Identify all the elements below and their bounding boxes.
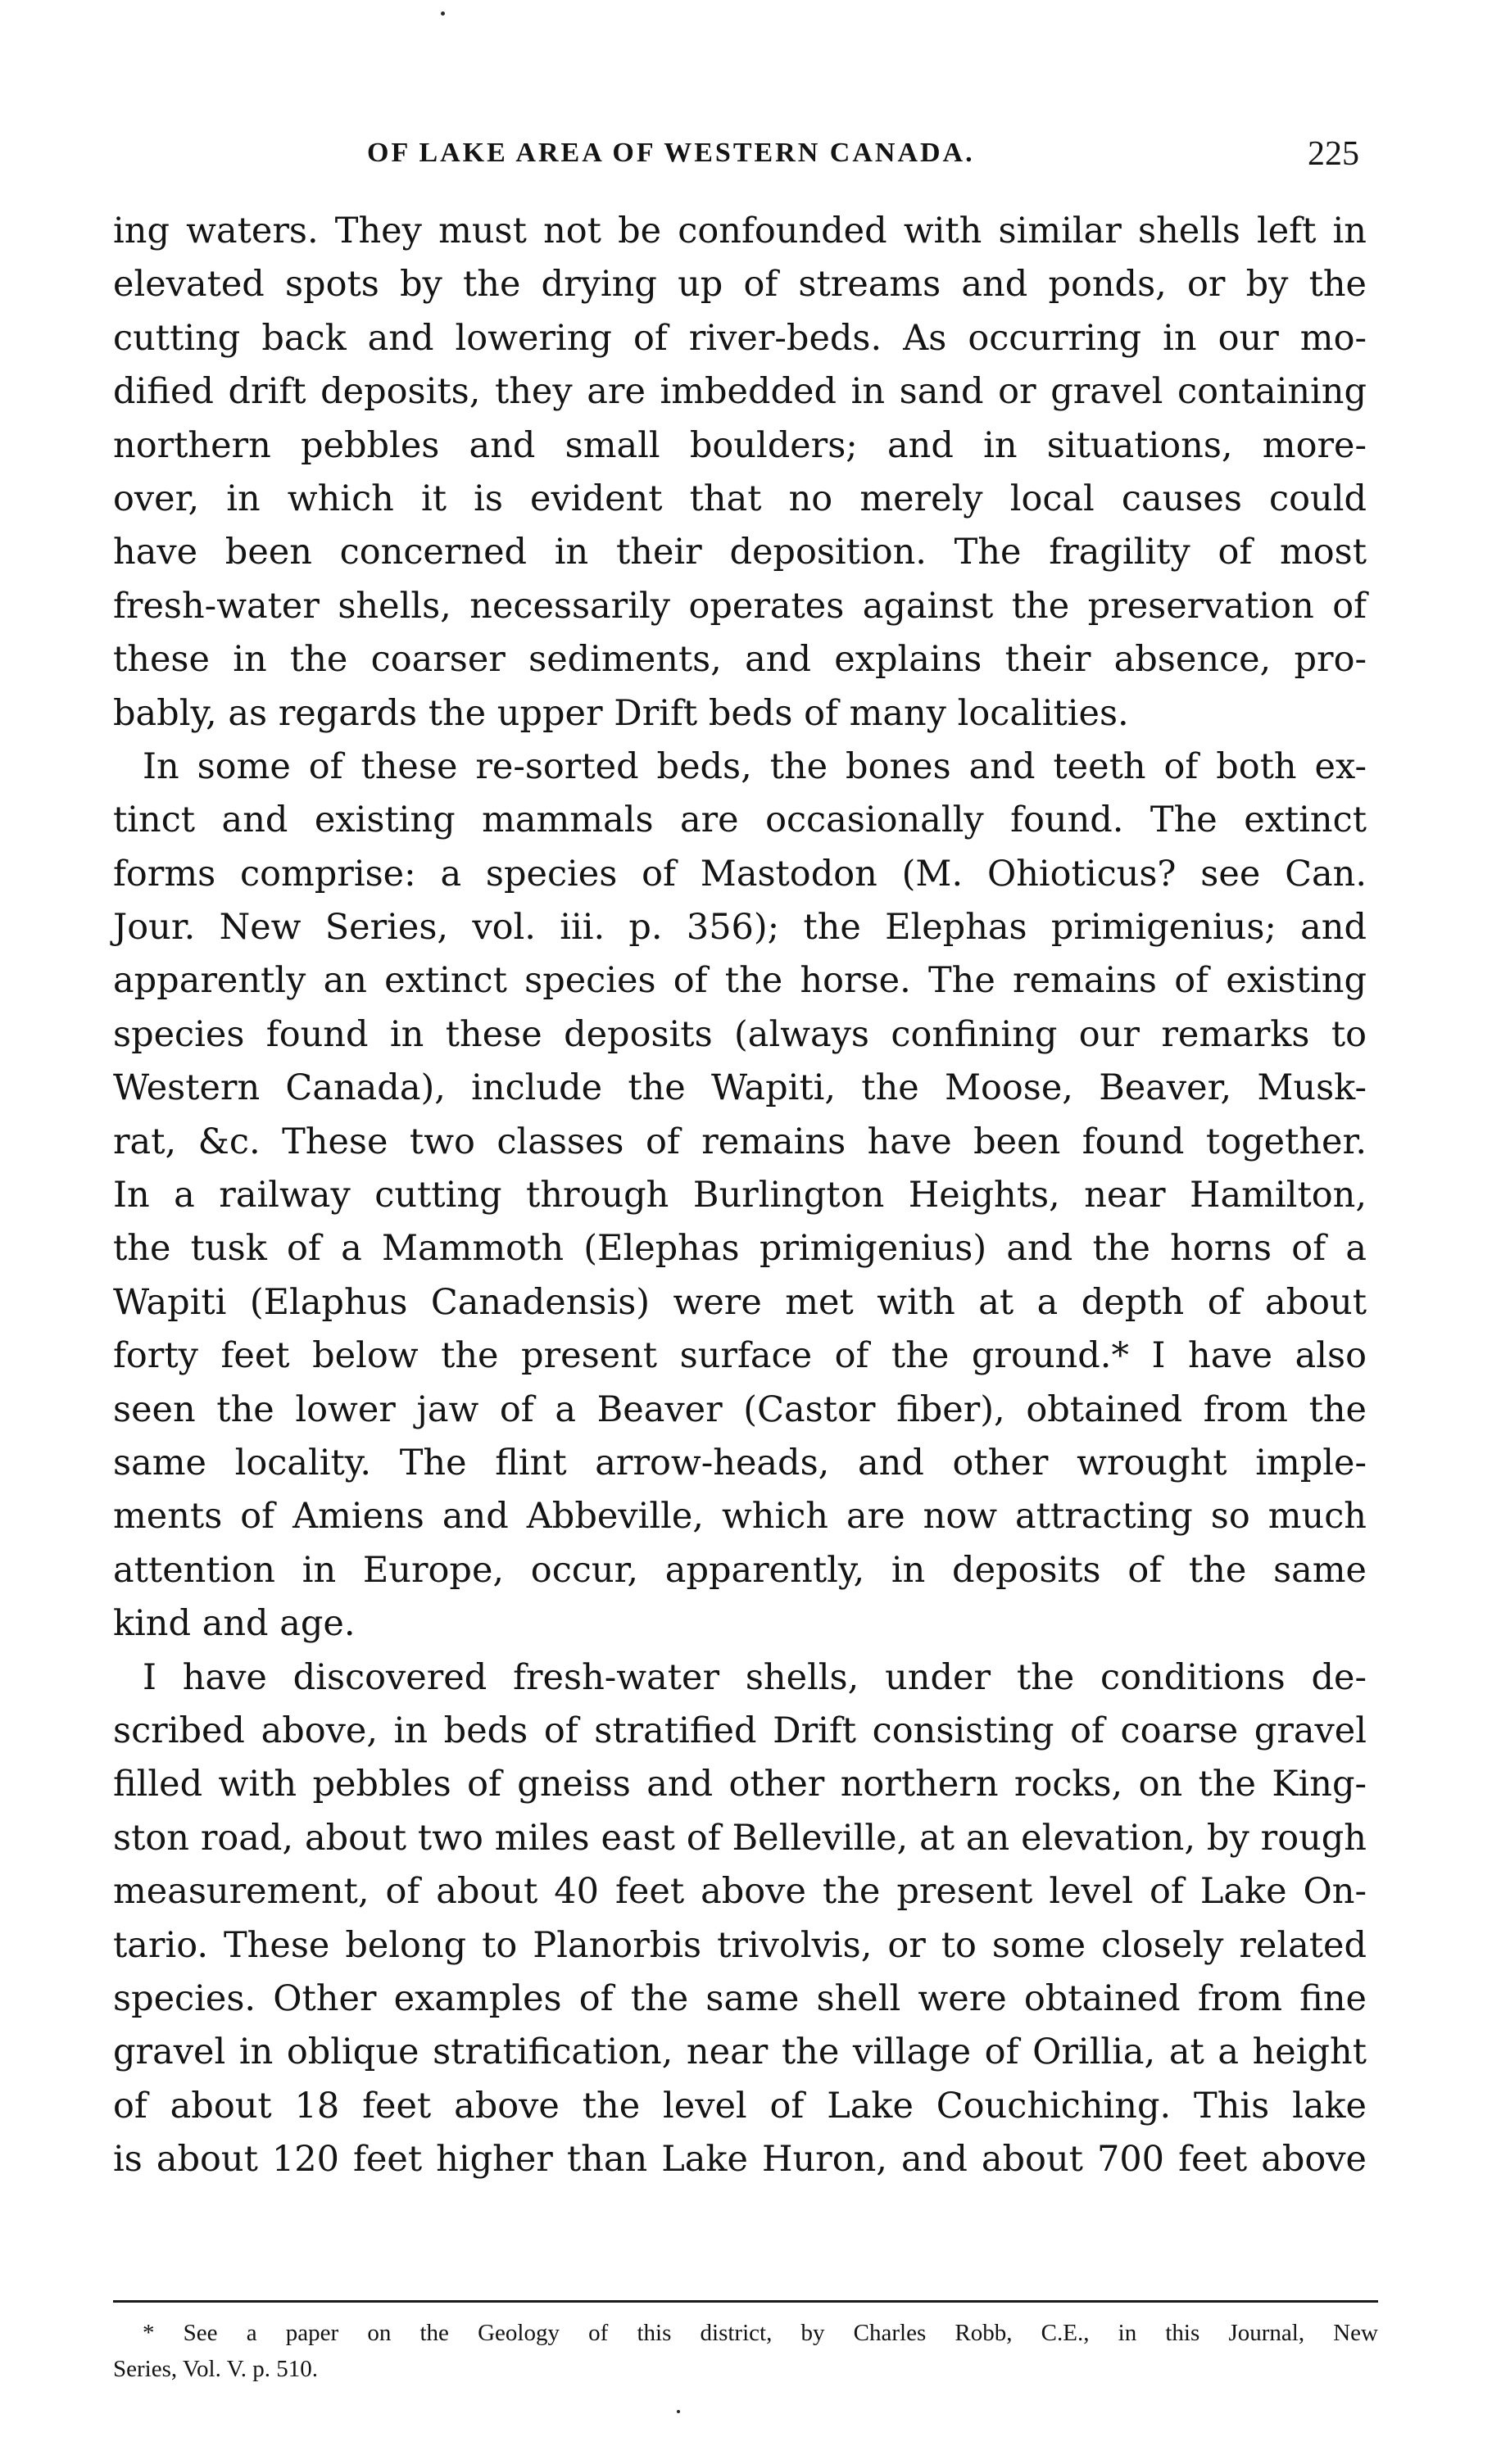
text-line: species. Other examples of the same shell were obtained from fine <box>113 1977 1367 2019</box>
text-line: In some of these re-sorted beds, the bones and teeth of both ex- <box>143 745 1367 787</box>
ink-speck <box>677 2410 680 2413</box>
text-line: have been concerned in their deposition. The fragility of most <box>113 532 1367 573</box>
ink-speck <box>441 11 445 16</box>
text-line: In a railway cutting through Burlington Heights, near Hamilton, <box>113 1175 1367 1216</box>
text-line: tario. These belong to Planorbis trivolvis, or to some closely related <box>113 1924 1367 1966</box>
text-line: I have discovered fresh-water shells, under the conditions de- <box>143 1656 1367 1698</box>
text-line: tinct and existing mammals are occasionally found. The extinct <box>113 799 1367 841</box>
text-line: filled with pebbles of gneiss and other northern rocks, on the King- <box>113 1764 1367 1805</box>
text-line: seen the lower jaw of a Beaver (Castor fiber), obtained from the <box>113 1388 1367 1430</box>
text-line: of about 18 feet above the level of Lake Couchiching. This lake <box>113 2085 1367 2127</box>
text-line: species found in these deposits (always confining our remarks to <box>113 1013 1367 1055</box>
text-line: scribed above, in beds of stratified Drift consisting of coarse gravel <box>113 1710 1367 1751</box>
text-line: these in the coarser sediments, and explains their absence, pro- <box>113 639 1367 681</box>
running-head: OF LAKE AREA OF WESTERN CANADA. <box>367 138 975 168</box>
text-line: cutting back and lowering of river-beds. As occurring in our mo- <box>113 317 1367 359</box>
text-line: dified drift deposits, they are imbedded in sand or gravel containing <box>113 371 1367 413</box>
text-line: rat, &c. These two classes of remains have been found together. <box>113 1121 1367 1162</box>
footnote-line: Series, Vol. V. p. 510. <box>113 2356 319 2382</box>
text-line: same locality. The flint arrow-heads, and other wrought imple- <box>113 1442 1367 1483</box>
text-line: bably, as regards the upper Drift beds of many localities. <box>113 692 1129 734</box>
footnote-rule <box>113 2300 1378 2303</box>
text-line: elevated spots by the drying up of streams and ponds, or by the <box>113 264 1367 306</box>
page-number: 225 <box>1308 135 1359 173</box>
text-line: forms comprise: a species of Mastodon (M. Ohioticus? see Can. <box>113 853 1367 895</box>
text-line: measurement, of about 40 feet above the present level of Lake On- <box>113 1871 1367 1913</box>
footnote-line: * See a paper on the Geology of this district, by Charles Robb, C.E., in this Journal, New <box>143 2320 1378 2346</box>
text-line: Wapiti (Elaphus Canadensis) were met with at a depth of about <box>113 1281 1367 1323</box>
text-line: kind and age. <box>113 1603 356 1645</box>
text-line: apparently an extinct species of the horse. The remains of existing <box>113 960 1367 1002</box>
text-line: gravel in oblique stratification, near the village of Orillia, at a height <box>113 2031 1367 2073</box>
text-line: northern pebbles and small boulders; and in situations, more- <box>113 424 1367 466</box>
body-text <box>113 205 1367 2186</box>
text-line: is about 120 feet higher than Lake Huron, and about 700 feet above <box>113 2139 1367 2181</box>
text-line: Jour. New Series, vol. iii. p. 356); the Elephas primigenius; and <box>113 907 1367 949</box>
text-line: ing waters. They must not be confounded with similar shells left in <box>113 211 1367 251</box>
text-line: ments of Amiens and Abbeville, which are now attracting so much <box>113 1496 1367 1538</box>
text-line: over, in which it is evident that no merely local causes could <box>113 478 1367 519</box>
text-line: Western Canada), include the Wapiti, the Moose, Beaver, Musk- <box>113 1067 1367 1109</box>
text-line: the tusk of a Mammoth (Elephas primigenius) and the horns of a <box>113 1228 1367 1270</box>
text-line: ston road, about two miles east of Belleville, at an elevation, by rough <box>113 1817 1367 1859</box>
footnotes <box>113 2315 1378 2387</box>
text-line: fresh-water shells, necessarily operates against the preservation of <box>113 585 1367 627</box>
text-line: forty feet below the present surface of the ground.* I have also <box>113 1335 1367 1377</box>
text-line: attention in Europe, occur, apparently, in deposits of the same <box>113 1549 1367 1591</box>
